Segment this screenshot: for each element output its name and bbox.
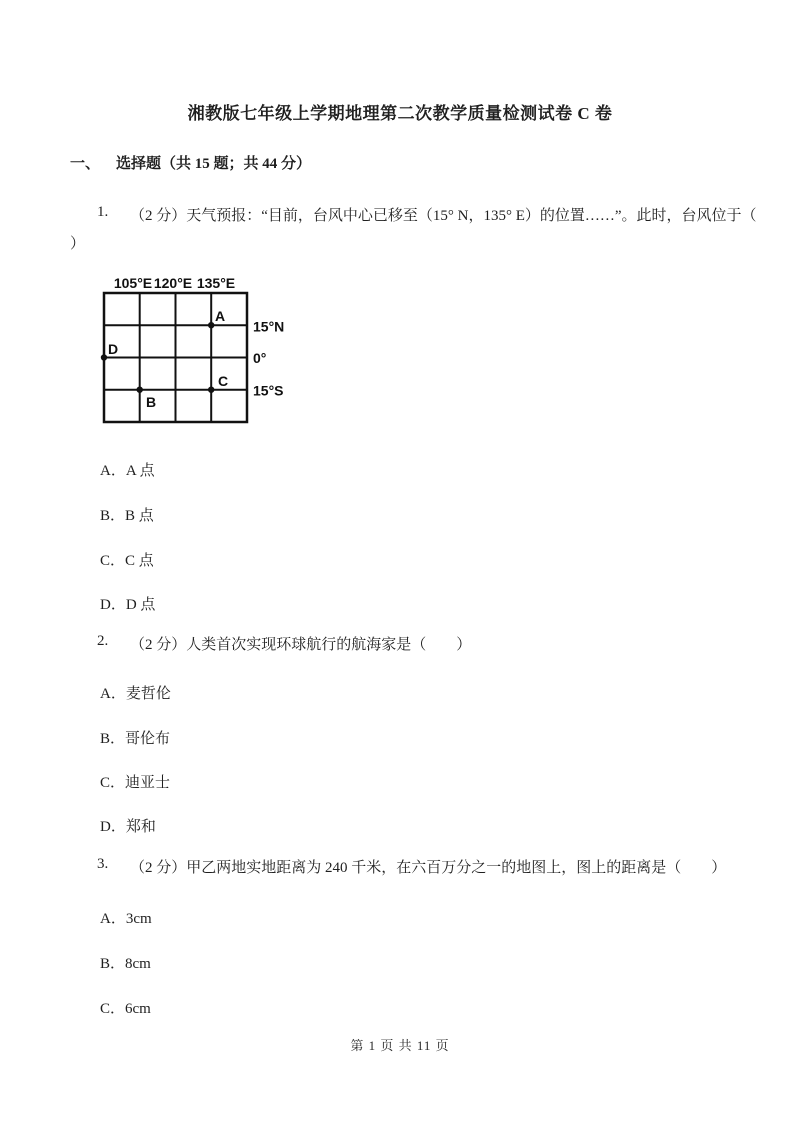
latitude-label-0: 0°: [253, 350, 267, 366]
longitude-label-105e: 105°E: [113, 275, 153, 291]
q1-option-c: C．C 点: [100, 553, 154, 569]
page-footer: 第 1 页 共 11 页: [350, 1038, 450, 1053]
question-1: [97, 204, 757, 225]
q3-option-a: A．3cm: [100, 911, 152, 927]
longitude-label-135e: 135°E: [196, 275, 236, 291]
point-c-dot: [208, 387, 214, 393]
section-index: 一、: [70, 156, 101, 172]
question-1-stem-continuation: ）: [70, 236, 86, 252]
grid-lines: [104, 293, 247, 422]
point-b-label: B: [146, 394, 157, 410]
latitude-label-15s: 15°S: [253, 382, 284, 399]
point-d-dot: [101, 354, 107, 360]
q2-option-a: A．麦哲伦: [100, 686, 171, 702]
longitude-label-120e: 120°E: [153, 275, 193, 291]
question-1-number: 1.: [97, 204, 109, 220]
coordinate-grid-diagram: [95, 268, 310, 428]
question-2: [97, 633, 471, 654]
section-heading: [70, 152, 311, 173]
section-title: 选择题（共 15 题；共 44 分）: [116, 156, 312, 172]
q2-option-d: D．郑和: [100, 819, 156, 835]
point-c-label: C: [218, 373, 229, 389]
point-a-label: A: [215, 308, 226, 324]
question-3: [97, 856, 726, 877]
question-2-stem: （2 分）人类首次实现环球航行的航海家是（ ）: [130, 637, 472, 653]
question-1-stem: （2 分）天气预报：“目前，台风中心已移至（15° N，135° E）的位置……”。此时，台风位于（: [130, 208, 757, 224]
q2-option-b: B．哥伦布: [100, 731, 171, 747]
q1-option-d: D．D 点: [100, 597, 156, 613]
point-a-dot: [208, 322, 214, 328]
document-title: 湘教版七年级上学期地理第二次教学质量检测试卷 C 卷: [187, 104, 613, 123]
point-b-dot: [137, 387, 143, 393]
question-3-stem: （2 分）甲乙两地实地距离为 240 千米，在六百万分之一的地图上，图上的距离是（ ）: [130, 860, 727, 876]
q3-option-c: C．6cm: [100, 1001, 151, 1017]
q3-option-b: B．8cm: [100, 956, 151, 972]
latitude-label-15n: 15°N: [253, 318, 285, 335]
question-3-number: 3.: [97, 856, 109, 872]
q2-option-c: C．迪亚士: [100, 775, 171, 791]
q1-option-b: B．B 点: [100, 508, 154, 524]
point-d-label: D: [108, 341, 119, 357]
question-2-number: 2.: [97, 633, 109, 649]
q1-option-a: A．A 点: [100, 463, 155, 479]
